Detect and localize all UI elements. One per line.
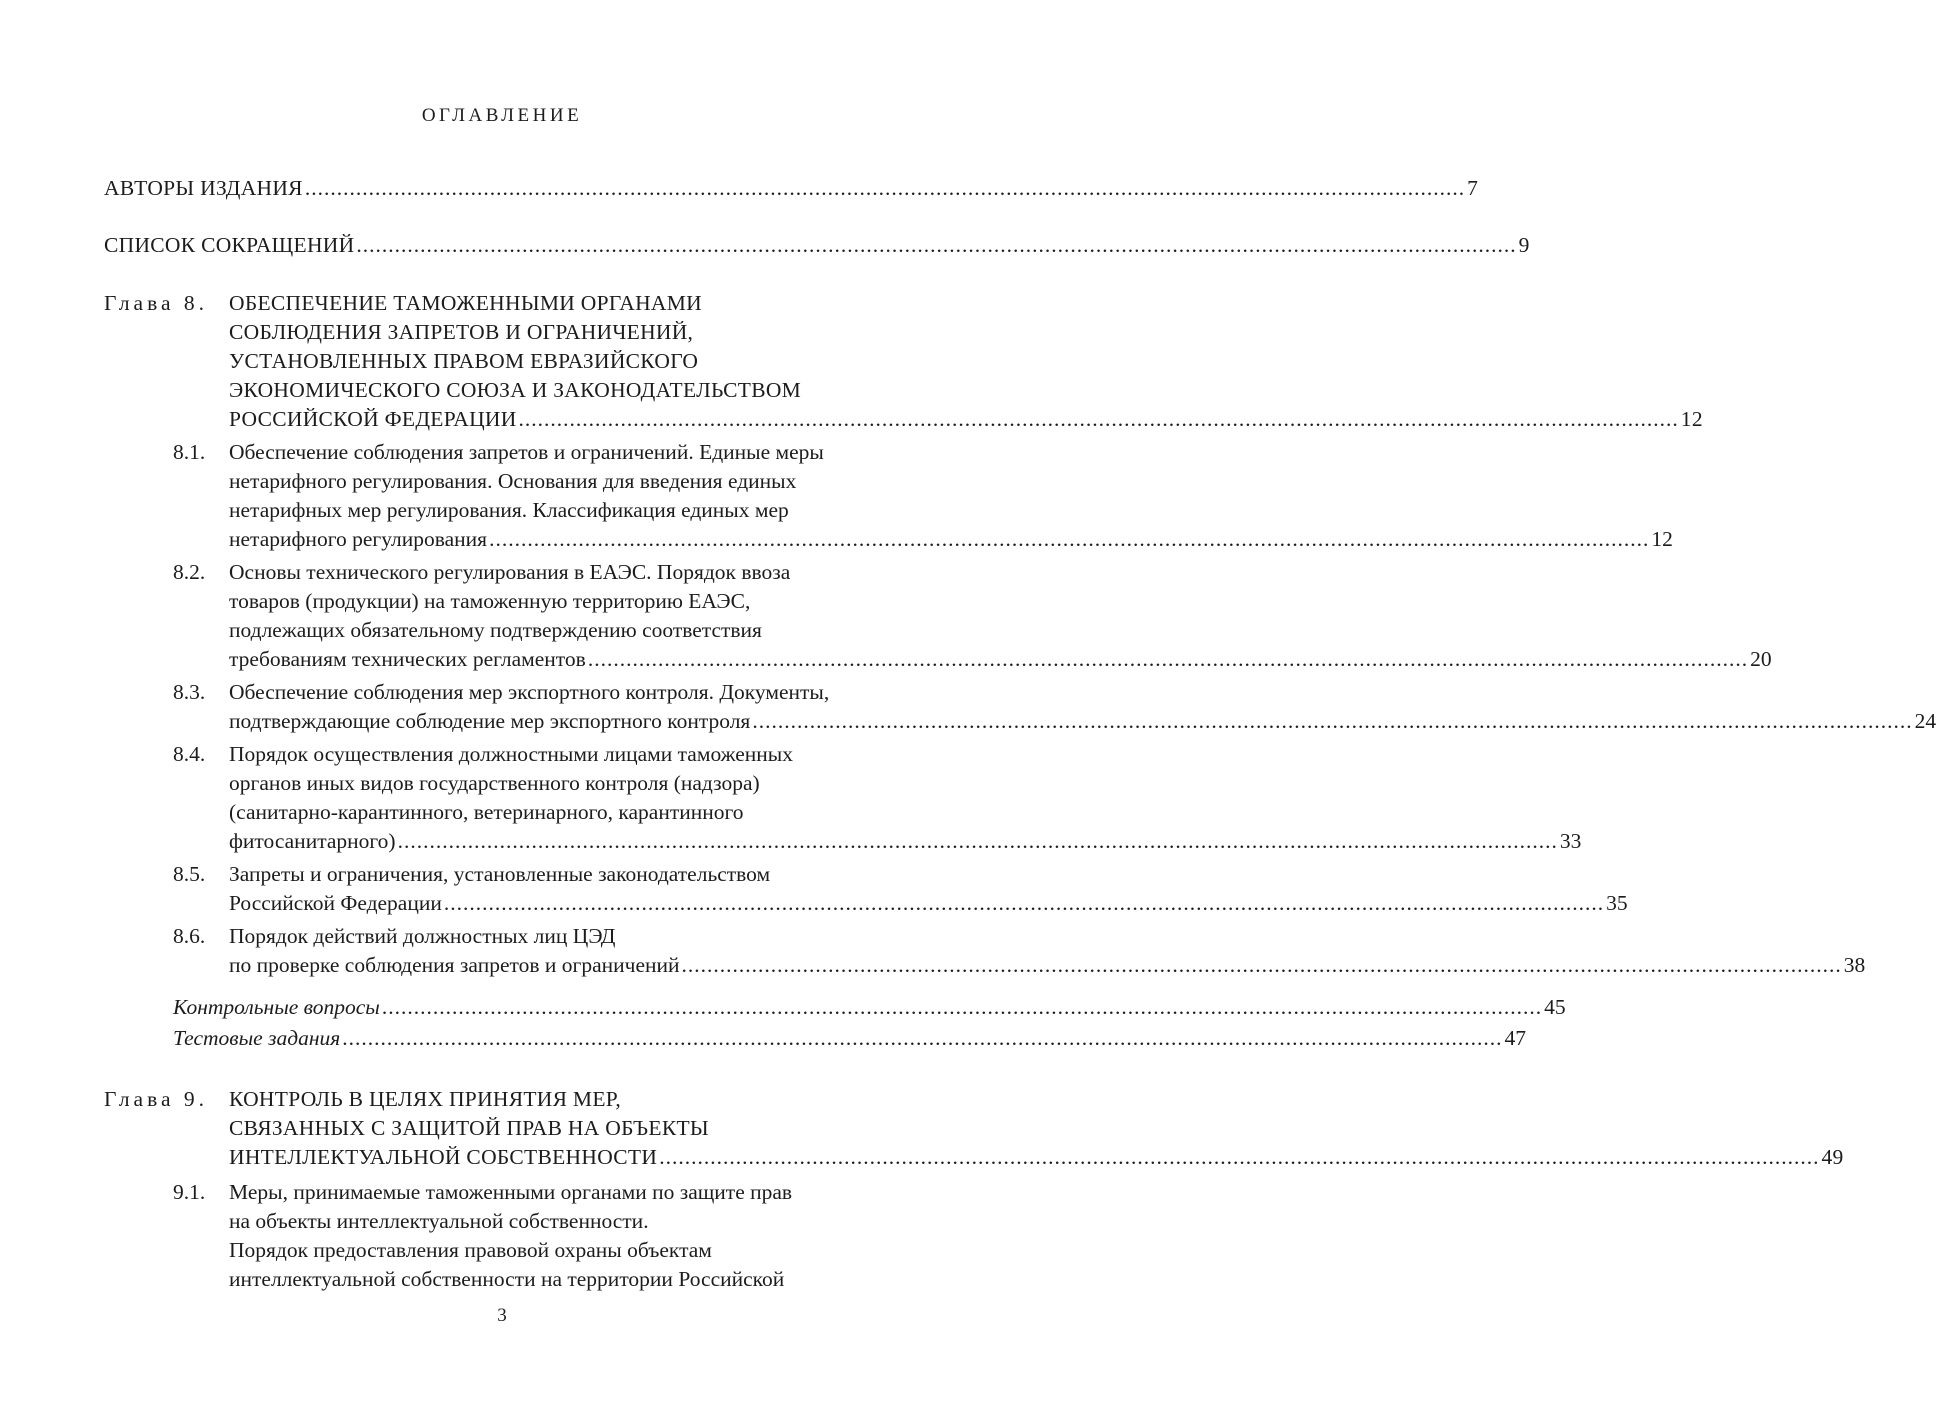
section-title-line: Меры, принимаемые таможенными органами по защите прав — [229, 1180, 793, 1204]
dot-leader: ...................................................................................................................................................................................... — [356, 233, 1517, 257]
section-number: 8.1. — [173, 440, 206, 464]
section-number: 8.4. — [173, 742, 206, 766]
dot-leader: ...................................................................................................................................................................................... — [342, 1026, 1503, 1050]
dot-leader: ...................................................................................................................................................................................... — [381, 995, 1543, 1019]
section-title-line: интеллектуальной собственности на территории Российской — [229, 1267, 785, 1291]
section-title-line: Запреты и ограничения, установленные законодательством — [229, 862, 771, 886]
section-number: 8.2. — [173, 560, 206, 584]
toc-entry-authors[interactable] — [104, 174, 1478, 203]
section-title-line: по проверке соблюдения запретов и ограничений — [229, 953, 680, 977]
table-of-contents — [104, 174, 1936, 1294]
page-number: 3 — [497, 1305, 507, 1326]
toc-entry-page: 9 — [1518, 233, 1530, 257]
dot-leader: ...................................................................................................................................................................................... — [489, 527, 1650, 551]
chapter-title-line: СВЯЗАННЫХ С ЗАЩИТОЙ ПРАВ НА ОБЪЕКТЫ — [229, 1116, 709, 1140]
extra-entry-page: 47 — [1504, 1026, 1526, 1050]
section-title-line: Порядок предоставления правовой охраны объектам — [229, 1238, 712, 1262]
chapter-title-line: УСТАНОВЛЕННЫХ ПРАВОМ ЕВРАЗИЙСКОГО — [229, 349, 699, 373]
section-title-line: Основы технического регулирования в ЕАЭС. Порядок ввоза — [229, 560, 791, 584]
section-number: 8.3. — [173, 680, 206, 704]
section-title-line: фитосанитарного) — [229, 829, 396, 853]
section-title-line: на объекты интеллектуальной собственности. — [229, 1209, 649, 1233]
section-title-line: Обеспечение соблюдения запретов и ограничений. Единые меры — [229, 440, 824, 464]
dot-leader: ...................................................................................................................................................................................... — [397, 829, 1558, 853]
toc-section-8-5[interactable] — [104, 860, 1628, 918]
toc-entry-text: АВТОРЫ ИЗДАНИЯ — [104, 176, 303, 200]
section-page: 33 — [1559, 829, 1582, 853]
section-title-line: нетарифных мер регулирования. Классификация единых мер — [229, 498, 789, 522]
toc-entry-page: 7 — [1467, 176, 1478, 200]
section-page: 24 — [1914, 709, 1936, 733]
chapter-title-line: КОНТРОЛЬ В ЦЕЛЯХ ПРИНЯТИЯ МЕР, — [229, 1087, 622, 1111]
section-title-line: органов иных видов государственного контроля (надзора) — [229, 771, 760, 795]
toc-section-8-6[interactable] — [104, 922, 1866, 980]
toc-chapter-9[interactable] — [104, 1085, 1844, 1172]
chapter-page: 49 — [1821, 1145, 1844, 1169]
chapter-label: Глава 8. — [104, 291, 208, 315]
toc-entry-test-tasks[interactable] — [173, 1023, 1526, 1054]
dot-leader: ...................................................................................................................................................................................... — [304, 176, 1466, 200]
chapter-title-line: ОБЕСПЕЧЕНИЕ ТАМОЖЕННЫМИ ОРГАНАМИ — [229, 291, 702, 315]
toc-chapter-8[interactable] — [104, 289, 1703, 434]
chapter-title-line: РОССИЙСКОЙ ФЕДЕРАЦИИ — [229, 407, 517, 431]
toc-section-8-3[interactable] — [104, 678, 1936, 736]
toc-section-8-4[interactable] — [104, 740, 1582, 856]
toc-entry-abbreviations[interactable] — [104, 231, 1530, 260]
section-title-line: подлежащих обязательному подтверждению соответствия — [229, 618, 762, 642]
section-number: 8.5. — [173, 862, 206, 886]
section-page: 12 — [1651, 527, 1673, 551]
extra-entry-page: 45 — [1544, 995, 1566, 1019]
section-page: 38 — [1843, 953, 1866, 977]
section-page: 35 — [1606, 891, 1628, 915]
section-page: 20 — [1750, 647, 1772, 671]
chapter-title-line: ИНТЕЛЛЕКТУАЛЬНОЙ СОБСТВЕННОСТИ — [229, 1145, 658, 1169]
dot-leader: ...................................................................................................................................................................................... — [681, 953, 1842, 977]
extra-entry-text: Тестовые задания — [173, 1026, 341, 1050]
page-title: ОГЛАВЛЕНИЕ — [421, 105, 583, 126]
section-title-line: Обеспечение соблюдения мер экспортного контроля. Документы, — [229, 680, 830, 704]
section-title-line: Порядок осуществления должностными лицами таможенных — [229, 742, 793, 766]
section-title-line: Российской Федерации — [229, 891, 442, 915]
toc-entry-text: СПИСОК СОКРАЩЕНИЙ — [104, 233, 355, 257]
section-title-line: нетарифного регулирования. Основания для введения единых — [229, 469, 797, 493]
section-title-line: нетарифного регулирования — [229, 527, 488, 551]
toc-section-8-2[interactable] — [104, 558, 1772, 674]
toc-entry-review-questions[interactable] — [173, 992, 1566, 1023]
toc-section-8-1[interactable] — [104, 438, 1673, 554]
toc-section-9-1[interactable] — [104, 1178, 898, 1294]
chapter-page: 12 — [1680, 407, 1703, 431]
dot-leader: ...................................................................................................................................................................................... — [659, 1145, 1820, 1169]
section-title-line: подтверждающие соблюдение мер экспортного контроля — [229, 709, 751, 733]
section-title-line: (санитарно-карантинного, ветеринарного, карантинного — [229, 800, 744, 824]
dot-leader: ...................................................................................................................................................................................... — [443, 891, 1605, 915]
section-title-line: требованиям технических регламентов — [229, 647, 586, 671]
dot-leader: ...................................................................................................................................................................................... — [518, 407, 1679, 431]
section-title-line: товаров (продукции) на таможенную территорию ЕАЭС, — [229, 589, 751, 613]
chapter-title-line: СОБЛЮДЕНИЯ ЗАПРЕТОВ И ОГРАНИЧЕНИЙ, — [229, 320, 694, 344]
dot-leader: ...................................................................................................................................................................................... — [752, 709, 1913, 733]
dot-leader: ...................................................................................................................................................................................... — [587, 647, 1749, 671]
section-number: 9.1. — [173, 1180, 206, 1204]
section-number: 8.6. — [173, 924, 206, 948]
chapter-label: Глава 9. — [104, 1087, 208, 1111]
extra-entry-text: Контрольные вопросы — [173, 995, 380, 1019]
section-title-line: Порядок действий должностных лиц ЦЭД — [229, 924, 616, 948]
chapter-title-line: ЭКОНОМИЧЕСКОГО СОЮЗА И ЗАКОНОДАТЕЛЬСТВОМ — [229, 378, 802, 402]
